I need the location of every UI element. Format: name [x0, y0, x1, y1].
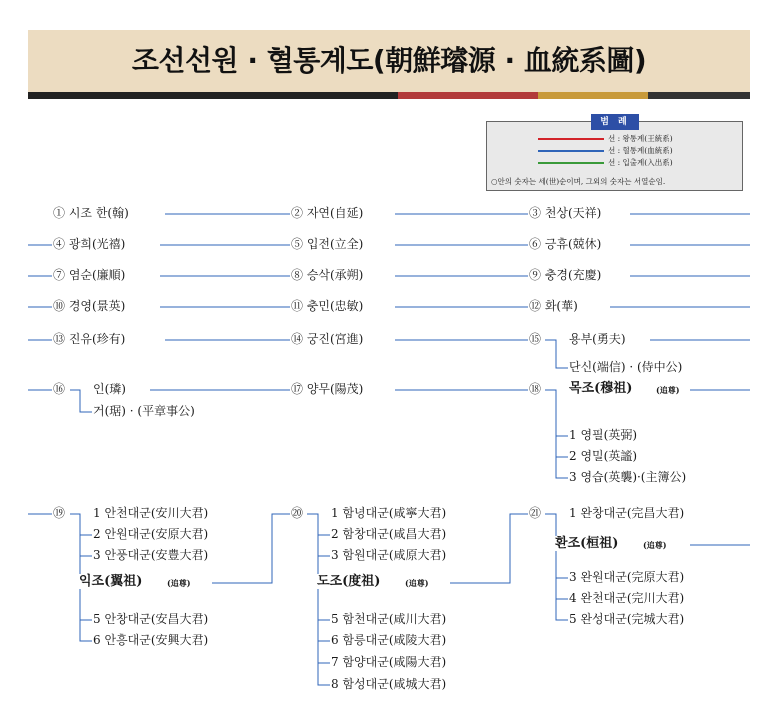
- legend-label-adoption: 선 : 입출계(入出系): [608, 158, 673, 167]
- gen21-marker: ㉑: [529, 506, 542, 520]
- gen21-hwanjo: 환조(桓祖): [555, 536, 619, 551]
- gen20-hamwon: 3 함원대군(咸原大君): [331, 548, 447, 562]
- gen4: ④ 광희(光禧): [53, 237, 126, 251]
- gen20-dojo-tag: (追尊): [405, 578, 429, 588]
- gen21-hwanjo-tag: (追尊): [643, 540, 667, 550]
- gen16-geo: 거(琚) · (平章事公): [93, 404, 195, 418]
- gen20-hamchang: 2 함창대군(咸昌大君): [331, 527, 447, 541]
- gen20-hamnyeong: 1 함녕대군(咸寧大君): [331, 506, 447, 520]
- gen20-hamneung: 6 함릉대군(咸陵大君): [331, 633, 447, 647]
- gen17: ⑰ 양무(陽茂): [291, 382, 364, 396]
- gen11: ⑪ 충민(忠敏): [291, 299, 364, 313]
- gen12: ⑫ 화(華): [529, 299, 578, 313]
- gen16-marker: ⑯: [53, 382, 66, 396]
- gen5: ⑤ 입전(立全): [291, 237, 364, 251]
- gen7: ⑦ 염순(廉順): [53, 268, 126, 282]
- gen19-anwon: 2 안원대군(安原大君): [93, 527, 209, 541]
- gen3: ③ 천상(天祥): [529, 206, 602, 220]
- gen20-marker: ⑳: [291, 506, 304, 520]
- gen15-yongbu: 용부(勇夫): [569, 332, 626, 346]
- gen19-ikjo: 익조(翼祖): [79, 574, 143, 589]
- gen19-marker: ⑲: [53, 506, 66, 520]
- gen19-anpung: 3 안풍대군(安豊大君): [93, 548, 209, 562]
- gen21-wancheon: 4 완천대군(完川大君): [569, 591, 685, 605]
- gen2: ② 자연(自延): [291, 206, 364, 220]
- gen21-wanwon: 3 완원대군(完原大君): [569, 570, 685, 584]
- gen20-hamyang: 7 함양대군(咸陽大君): [331, 655, 447, 669]
- gen19-anheung: 6 안흥대군(安興大君): [93, 633, 209, 647]
- gen14: ⑭ 궁진(宮進): [291, 332, 364, 346]
- gen18-mokjo: 목조(穆祖): [569, 381, 633, 396]
- gen20-dojo: 도조(度祖): [317, 574, 381, 589]
- gen15-dansin: 단신(端信) · (侍中公): [569, 360, 683, 374]
- legend-note: ○안의 숫자는 세(世)순이며, 그외의 숫자는 서열순임.: [491, 177, 666, 186]
- legend-label-royal: 선 : 왕통계(王統系): [608, 134, 673, 143]
- gen8: ⑧ 승삭(承朔): [291, 268, 364, 282]
- gen19-anchang: 5 안창대군(安昌大君): [93, 612, 209, 626]
- gen21-wanchang: 1 완창대군(完昌大君): [569, 506, 685, 520]
- legend-label-blood: 선 : 혈통계(血統系): [608, 146, 673, 155]
- gen18-yeongseup: 3 영습(英襲)·(主簿公): [569, 470, 687, 484]
- gen16-in: 인(璘): [93, 382, 126, 396]
- gen21-wanseong: 5 완성대군(完城大君): [569, 612, 685, 626]
- gen15-marker: ⑮: [529, 332, 542, 346]
- gen9: ⑨ 충경(充慶): [529, 268, 602, 282]
- gen6: ⑥ 긍휴(兢休): [529, 237, 602, 251]
- gen19-ancheon: 1 안천대군(安川大君): [93, 506, 209, 520]
- page-title: 조선선원 · 혈통계도(朝鮮璿源 · 血統系圖): [131, 44, 647, 77]
- gen18-yeongmil: 2 영밀(英謐): [569, 449, 637, 463]
- gen10: ⑩ 경영(景英): [53, 299, 126, 313]
- gen1-founder: ① 시조 한(翰): [53, 206, 129, 220]
- gen18-yeongpil: 1 영필(英弼): [569, 428, 637, 442]
- legend-title: 범 례: [591, 114, 639, 130]
- gen20-hamcheon: 5 함천대군(咸川大君): [331, 612, 447, 626]
- gen19-ikjo-tag: (追尊): [167, 578, 191, 588]
- gen20-hamseong: 8 함성대군(咸城大君): [331, 677, 447, 691]
- gen18-mokjo-tag: (追尊): [656, 385, 680, 395]
- gen13: ⑬ 진유(珍有): [53, 332, 126, 346]
- gen18-marker: ⑱: [529, 382, 542, 396]
